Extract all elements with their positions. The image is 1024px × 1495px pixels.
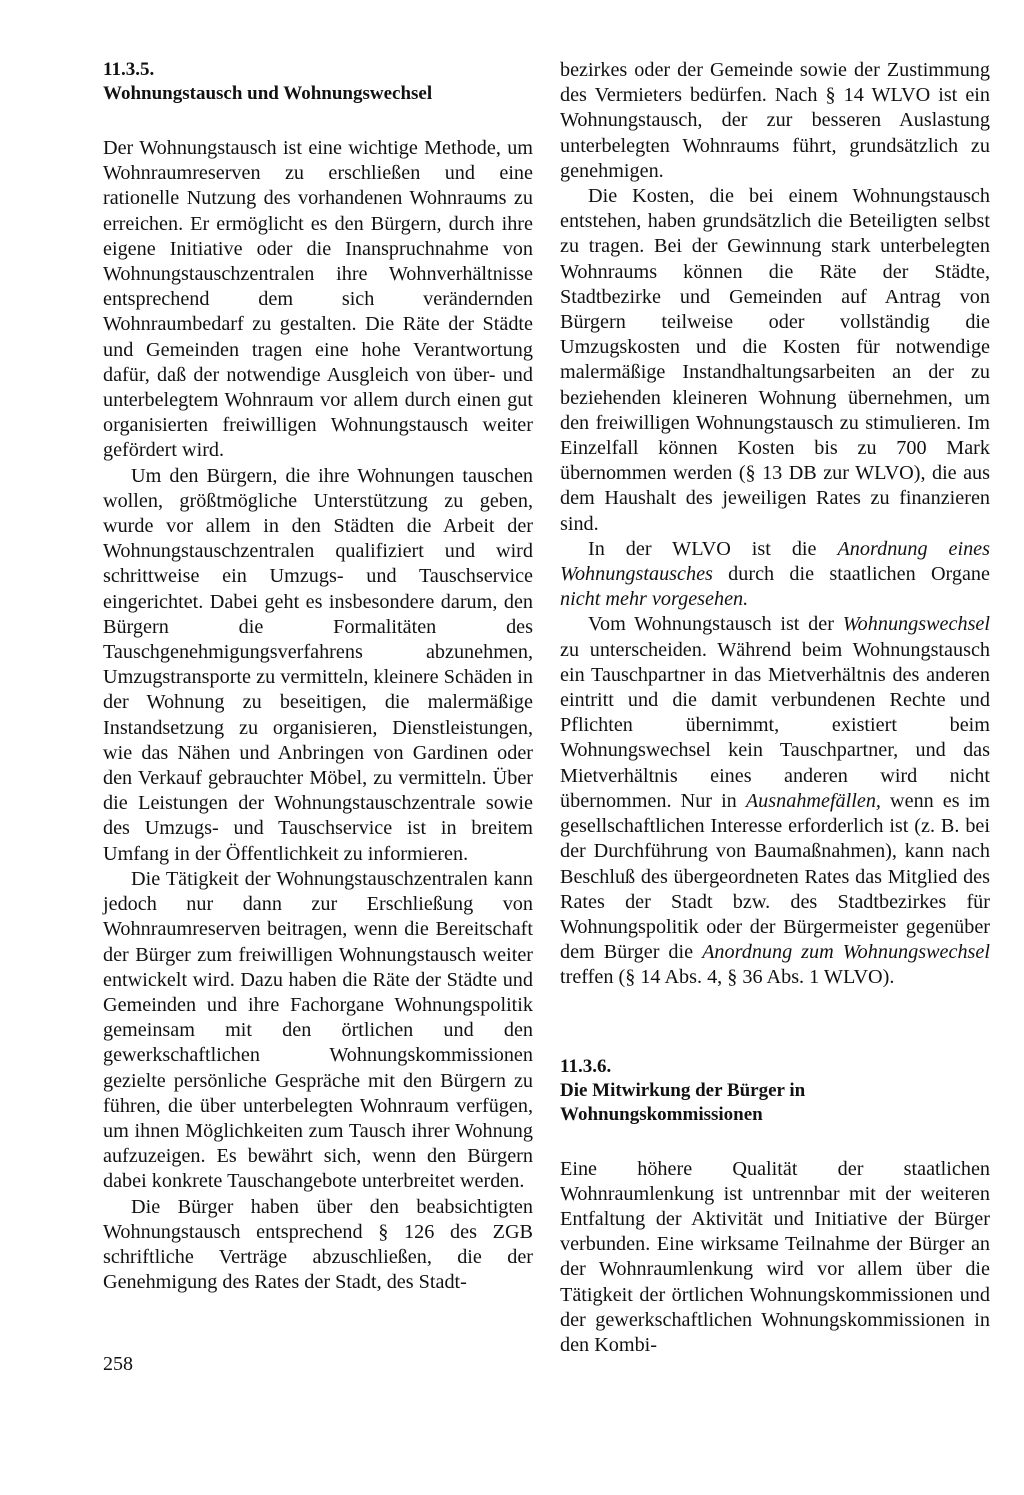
section-heading-11-3-6 [560,1055,990,1127]
text-run: wenn es im gesellschaftlichen Interesse erforderlich ist (z. B. bei der Durchführung von Baumaßnahmen), kann nach Beschluß des übergeordneten Rates das Mitglied des Rates der Stadt bzw. des Stadtbezirkes für Wohnungspolitik oder der Bürgermeister gegenüber dem Bürger die [560,789,990,964]
paragraph: Die Bürger haben über den beabsichtigten Wohnungstausch entsprechend § 126 des ZGB schriftliche Verträge abzuschließen, die der Genehmigung des Rates der Stadt, des Stadt- [103,1195,533,1294]
section-heading-11-3-5 [103,58,533,106]
section-number: 11.3.5. [103,59,155,80]
right-column [560,58,990,1358]
paragraph [560,612,990,990]
text-run: Vom Wohnungstausch ist der [588,613,843,636]
emphasis: Wohnungswechsel [842,613,990,636]
paragraph [560,537,990,613]
section-title: Wohnungstausch und Wohnungswechsel [103,83,433,104]
text-run: In der WLVO ist die [588,537,838,560]
text-run: zu unterscheiden. Während beim Wohnungstausch ein Tauschpartner in das Mietverhältnis des anderen eintritt und die damit verbundenen Rechte und Pflichten übernimmt, existiert beim Wohnungswechsel kein Tauschpartner, und das Mietverhältnis eines anderen wird nicht übernommen. Nur in [560,638,990,812]
emphasis: Anordnung zum Wohnungswechsel [702,941,990,964]
paragraph: Der Wohnungstausch ist eine wichtige Methode, um Wohnraumreserven zu erschließen und eine rationelle Nutzung des vorhandenen Wohnraums zu erreichen. Er ermöglicht es den Bürgern, durch ihre eigene Initiative oder die Inanspruchnahme von Wohnungstauschzentralen ihre Wohnverhältnisse entsprechend dem sich verändernden Wohnraumbedarf zu gestalten. Die Räte der Städte und Gemeinden tragen eine hohe Verantwortung dafür, daß der notwendige Ausgleich von über- und unterbelegtem Wohnraum vor allem durch einen gut organisierten freiwilligen Wohnungstausch weiter gefördert wird. [103,137,533,462]
left-column [103,58,533,1295]
emphasis: Anordnung eines Wohnungstausches [560,537,991,586]
section-spacer [560,991,990,1055]
paragraph: Um den Bürgern, die ihre Wohnungen tauschen wollen, größtmögliche Unterstützung zu geben, wurde vor allem in den Städten die Arbeit der Wohnungstauschzentralen qualifiziert und wird schrittweise ein Umzugs- und Tauschservice eingerichtet. Dabei geht es insbesondere darum, den Bürgern die Formalitäten des Tauschgenehmigungsverfahrens abzunehmen, Umzugstransporte zu vermitteln, kleinere Schäden in der Wohnung zu beseitigen, die malermäßige Instandsetzung zu organisieren, Dienstleistungen, wie das Nähen und Anbringen von Gardinen oder den Verkauf gebrauchter Möbel, zu vermitteln. Über die Leistungen der Wohnungstauschzentrale sowie des Umzugs- und Tauschservice ist in breitem Umfang in der Öffentlichkeit zu informieren. [103,464,533,865]
text-run: durch die staatlichen Organe [712,563,990,586]
paragraph: Die Kosten, die bei einem Wohnungstausch entstehen, haben grundsätzlich die Beteiligten selbst zu tragen. Bei der Gewinnung stark unterbelegten Wohnraums können die Räte der Städte, Stadtbezirke und Gemeinden auf Antrag von Bürgern teilweise oder vollständig die Umzugskosten und die Kosten für notwendige malermäßige Instandhaltungsarbeiten an der zu beziehenden kleineren Wohnung übernehmen, um den freiwilligen Wohnungstausch zu stimulieren. Im Einzelfall können Kosten bis zu 700 Mark übernommen werden (§ 13 DB zur WLVO), die aus dem Haushalt des jeweiligen Rates zu finanzieren sind. [560,185,990,535]
paragraph: Die Tätigkeit der Wohnungstauschzentralen kann jedoch nur dann zur Erschließung von Wohnraumreserven beitragen, wenn die Bereitschaft der Bürger zum freiwilligen Wohnungstausch weiter entwickelt wird. Dazu haben die Räte der Städte und Gemeinden und ihre Fachorgane Wohnungspolitik gemeinsam mit den örtlichen und den gewerkschaftlichen Wohnungskommissionen gezielte persönliche Gespräche mit den Bürgern zu führen, die über unterbelegten Wohnraum verfügen, um ihnen Möglichkeiten zum Tausch ihrer Wohnung aufzuzeigen. Es bewährt sich, wenn den Bürgern dabei konkrete Tauschangebote unterbreitet werden. [103,867,533,1193]
text-run: treffen (§ 14 Abs. 4, § 36 Abs. 1 WLVO). [560,966,895,989]
section-title: Die Mitwirkung der Bürger in Wohnungskommissionen [560,1079,806,1125]
paragraph: Eine höhere Qualität der staatlichen Wohnraumlenkung ist untrennbar mit der weiteren Entfaltung der Aktivität und Initiative der Bürger verbunden. Eine wirksame Teilnahme der Bürger an der Wohnraumlenkung wird vor allem über die Tätigkeit der örtlichen Wohnungskommissionen und der gewerkschaftlichen Wohnungskommissionen in den Kombi- [560,1157,990,1356]
emphasis: nicht mehr vorgesehen. [560,588,749,611]
page-number: 258 [103,1353,133,1375]
section-number: 11.3.6. [560,1055,612,1077]
emphasis: Ausnahmefällen, [745,789,881,812]
paragraph-continued: bezirkes oder der Gemeinde sowie der Zustimmung des Vermieters bedürfen. Nach § 14 WLVO ist ein Wohnungstausch, der zur besseren Auslastung unterbelegten Wohnraums führt, grundsätzlich zu genehmigen. [560,59,990,182]
